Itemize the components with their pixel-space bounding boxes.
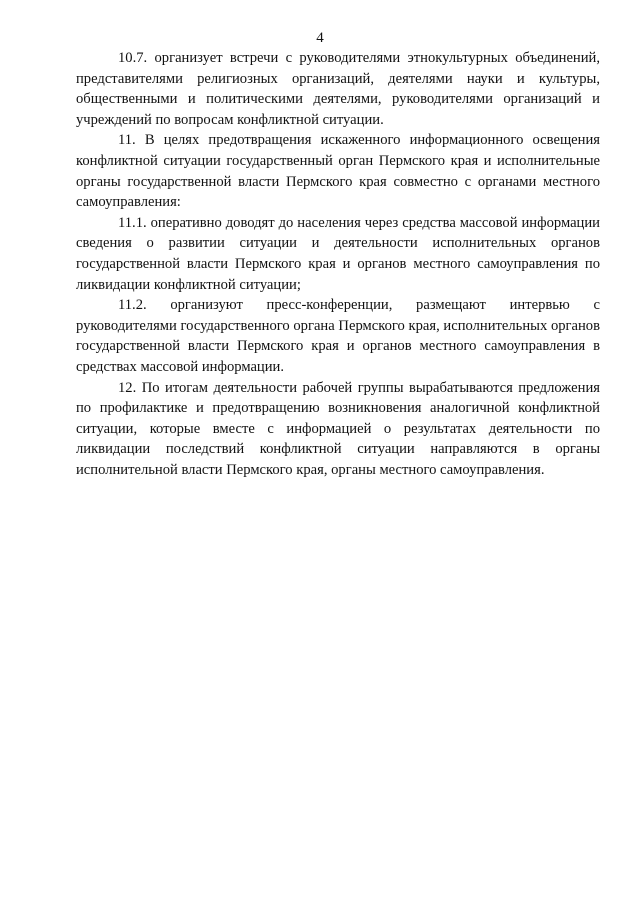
paragraph-12: 12. По итогам деятельности рабочей группы вырабатываются предложения по профилактике и предотвращению возникновения аналогичной конфликтной ситуации, которые вместе с информацией о результатах деятельности по ликвидации последствий конфликтной ситуации направляются в органы исполнительной власти Пермского края, органы местного самоуправления. [76,379,600,478]
paragraph-11: 11. В целях предотвращения искаженного информационного освещения конфликтной ситуации государственный орган Пермского края и исполнительные органы государственной власти Пермского края совместно с органами местного самоуправления: [76,132,600,211]
paragraph-11-2: 11.2. организуют пресс-конференции, размещают интервью с руководителями государственного органа Пермского края, исполнительных органов государственной власти Пермского края и органов местного самоуправления в средствах массовой информации. [76,297,600,375]
page-number: 4 [316,30,324,46]
document-body [76,48,600,480]
paragraph-11-1: 11.1. оперативно доводят до населения через средства массовой информации сведения о развитии ситуации и деятельности исполнительных органов государственной власти Пермского края и органов местного самоуправления по ликвидации конфликтной ситуации; [76,214,600,293]
paragraph-10-7: 10.7. организует встречи с руководителями этнокультурных объединений, представителями религиозных организаций, деятелями науки и культуры, общественными и политическими деятелями, руководителями организаций и учреждений по вопросам конфликтной ситуации. [76,50,600,128]
